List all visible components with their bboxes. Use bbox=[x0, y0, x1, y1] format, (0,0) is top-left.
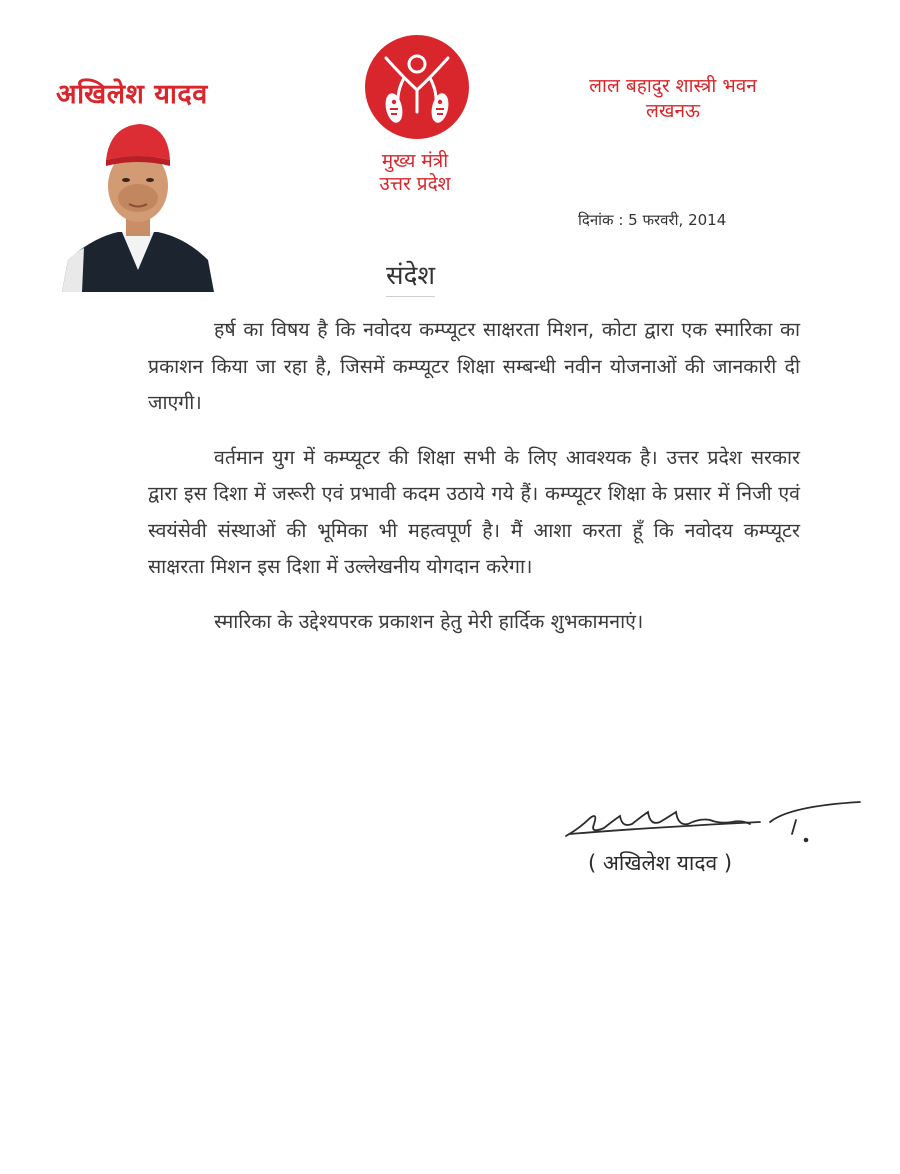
letter-subject: संदेश bbox=[386, 256, 435, 297]
body-paragraph-2: वर्तमान युग में कम्प्यूटर की शिक्षा सभी के लिए आवश्यक है। उत्तर प्रदेश सरकार द्वारा इस दिशा में जरूरी एवं प्रभावी कदम उठाये गये हैं। कम्प्यूटर शिक्षा के प्रसार में निजी एवं स्वयंसेवी संस्थाओं की भूमिका भी महत्वपूर्ण है। मैं आशा करता हूँ कि नवोदय कम्प्यूटर साक्षरता मिशन इस दिशा में उल्लेखनीय योगदान करेगा। bbox=[148, 445, 800, 578]
letter-date: दिनांक : 5 फरवरी, 2014 bbox=[578, 211, 727, 229]
office-title-line2: उत्तर प्रदेश bbox=[379, 173, 451, 195]
office-address bbox=[548, 74, 798, 124]
handwritten-signature bbox=[560, 798, 870, 848]
address-line1: लाल बहादुर शास्त्री भवन bbox=[589, 75, 757, 97]
letter-body bbox=[148, 312, 800, 658]
office-title bbox=[340, 150, 490, 196]
portrait-photo bbox=[62, 120, 214, 292]
address-line2: लखनऊ bbox=[646, 100, 700, 122]
sender-name: अखिलेश यादव bbox=[56, 79, 208, 110]
office-title-line1: मुख्य मंत्री bbox=[381, 150, 449, 172]
body-paragraph-1: हर्ष का विषय है कि नवोदय कम्प्यूटर साक्षरता मिशन, कोटा द्वारा एक स्मारिका का प्रकाशन किया जा रहा है, जिसमें कम्प्यूटर शिक्षा सम्बन्धी नवीन योजनाओं की जानकारी दी जाएगी। bbox=[148, 318, 800, 414]
signer-name: ( अखिलेश यादव ) bbox=[588, 851, 733, 875]
samajwadi-cycle-emblem-icon bbox=[364, 34, 470, 140]
body-paragraph-3: स्मारिका के उद्देश्यपरक प्रकाशन हेतु मेरी हार्दिक शुभकामनाएं। bbox=[214, 609, 644, 633]
